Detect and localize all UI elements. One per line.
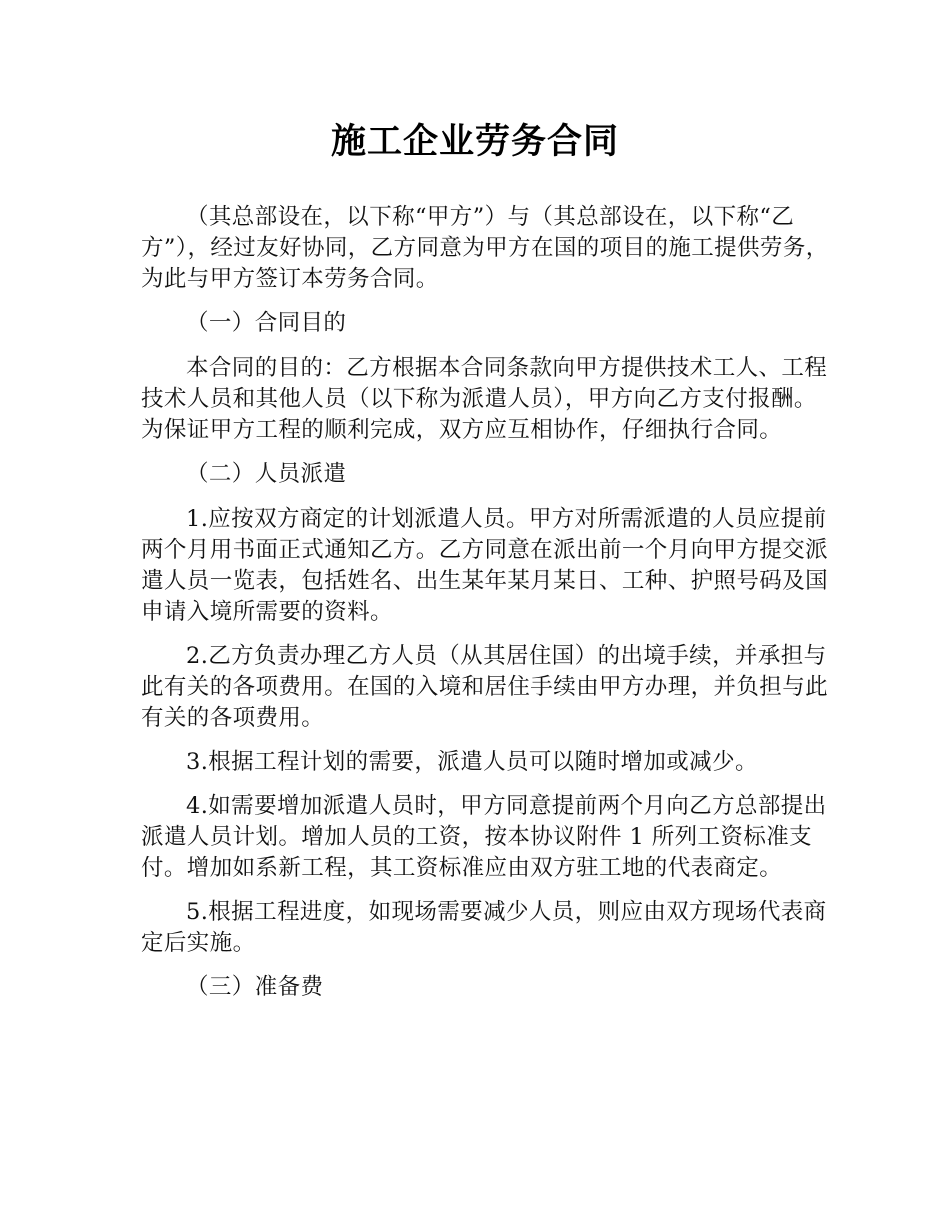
dispatch-clause-4: 4.如需要增加派遣人员时，甲方同意提前两个月向乙方总部提出派遣人员计划。增加人员的工资，按本协议附件 1 所列工资标准支付。增加如系新工程，其工资标准应由双方驻工地的代表商定。: [141, 793, 827, 881]
dispatch-clause-2: 2.乙方负责办理乙方人员（从其居住国）的出境手续，并承担与此有关的各项费用。在国的入境和居住手续由甲方办理，并负担与此有关的各项费用。: [141, 643, 829, 731]
dispatch-clause-1: 1.应按双方商定的计划派遣人员。甲方对所需派遣的人员应提前两个月用书面正式通知乙方。乙方同意在派出前一个月向甲方提交派遣人员一览表，包括姓名、出生某年某月某日、工种、护照号码及国申请入境所需要的资料。: [141, 506, 829, 625]
dispatch-clause-3: 3.根据工程计划的需要，派遣人员可以随时增加或减少。: [186, 749, 758, 775]
document-body: [141, 202, 831, 1017]
section-heading-purpose: （一）合同目的: [186, 310, 347, 336]
dispatch-clause-5: 5.根据工程进度，如现场需要减少人员，则应由双方现场代表商定后实施。: [141, 899, 827, 956]
document-title: 施工企业劳务合同: [330, 122, 619, 162]
section-heading-preparation-fee: （三）准备费: [186, 974, 324, 1000]
section-heading-dispatch: （二）人员派遣: [186, 461, 347, 487]
purpose-paragraph: 本合同的目的：乙方根据本合同条款向甲方提供技术工人、工程技术人员和其他人员（以下称为派遣人员），甲方向乙方支付报酬。为保证甲方工程的顺利完成，双方应互相协作，仔细执行合同。: [141, 355, 828, 443]
intro-paragraph: （其总部设在，以下称“甲方”）与（其总部设在，以下称“乙方”），经过友好协同，乙方同意为甲方在国的项目的施工提供劳务，为此与甲方签订本劳务合同。: [141, 204, 829, 292]
